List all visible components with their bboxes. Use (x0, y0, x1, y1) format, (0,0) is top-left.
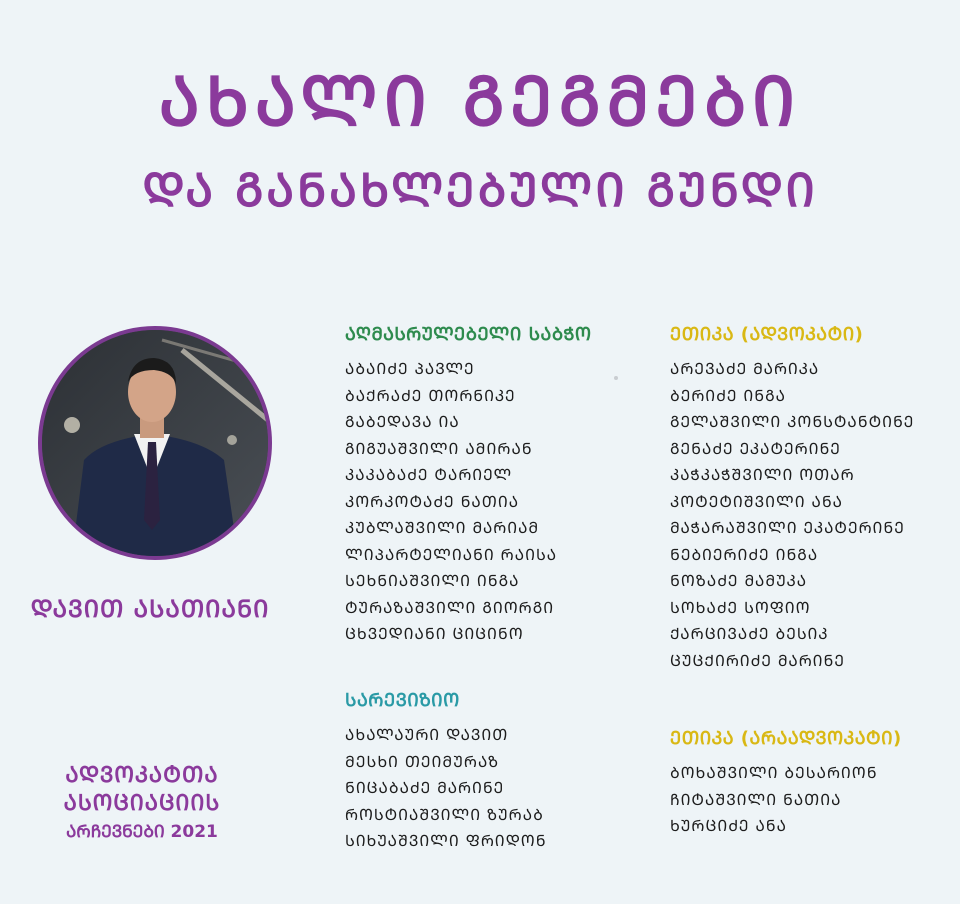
executive-board-list (345, 356, 557, 648)
headline-line-2: ᲓᲐ ᲒᲐᲜᲐᲮᲚᲔᲑᲣᲚᲘ ᲒᲣᲜᲓᲘ (142, 163, 818, 217)
portrait-illustration (42, 330, 268, 556)
list-item: ᲒᲔᲚᲐᲨᲕᲘᲚᲘ ᲙᲝᲜᲡᲢᲐᲜᲢᲘᲜᲔ (670, 413, 915, 431)
list-item: ᲡᲝᲮᲐᲫᲔ ᲡᲝᲤᲘᲝ (670, 598, 811, 617)
election-caption (22, 762, 262, 846)
candidate-photo (38, 326, 272, 560)
ethics-lawyers-list (670, 356, 914, 674)
list-item: ᲚᲘᲞᲐᲠᲢᲔᲚᲘᲐᲜᲘ ᲠᲐᲘᲡᲐ (345, 545, 558, 564)
list-item: ᲙᲝᲠᲙᲝᲢᲐᲫᲔ ᲜᲐᲗᲘᲐ (345, 492, 520, 511)
candidate-name: ᲓᲐᲕᲘᲗ ᲐᲡᲐᲗᲘᲐᲜᲘ (30, 595, 270, 623)
list-item: ᲩᲘᲢᲐᲨᲕᲘᲚᲘ ᲜᲐᲗᲘᲐ (670, 790, 842, 809)
list-item: ᲙᲝᲢᲔᲢᲘᲨᲕᲘᲚᲘ ᲐᲜᲐ (670, 492, 843, 511)
list-item: ᲥᲐᲠᲪᲘᲕᲐᲫᲔ ᲑᲔᲡᲘᲙ (670, 625, 829, 643)
list-item: ᲑᲔᲠᲘᲫᲔ ᲘᲜᲒᲐ (670, 386, 786, 405)
election-caption-line-3: ᲐᲠᲩᲔᲕᲜᲔᲑᲘ 2021 (66, 822, 218, 842)
list-item: ᲐᲠᲔᲕᲐᲫᲔ ᲛᲐᲠᲘᲙᲐ (670, 360, 820, 378)
ethics-lawyers-title: ᲔᲗᲘᲙᲐ (ᲐᲓᲕᲝᲙᲐᲢᲘ) (670, 324, 864, 345)
executive-board-title: ᲐᲦᲛᲐᲡᲠᲣᲚᲔᲑᲔᲚᲘ ᲡᲐᲑᲭᲝ (345, 324, 592, 345)
list-item: ᲢᲣᲠᲐᲖᲐᲨᲕᲘᲚᲘ ᲒᲘᲝᲠᲒᲘ (345, 598, 555, 617)
list-item: ᲜᲔᲑᲘᲔᲠᲘᲫᲔ ᲘᲜᲒᲐ (670, 545, 819, 564)
list-item: ᲜᲘᲪᲐᲑᲐᲫᲔ ᲛᲐᲠᲘᲜᲔ (345, 779, 505, 797)
list-item: ᲛᲔᲡᲮᲘ ᲗᲔᲘᲛᲣᲠᲐᲖ (345, 752, 500, 771)
election-caption-line-2: ᲐᲡᲝᲪᲘᲐᲪᲘᲘᲡ (63, 791, 221, 816)
list-item: ᲑᲝᲮᲐᲨᲕᲘᲚᲘ ᲑᲔᲡᲐᲠᲘᲝᲜ (670, 764, 878, 782)
list-item: ᲡᲔᲮᲜᲘᲐᲨᲕᲘᲚᲘ ᲘᲜᲒᲐ (345, 572, 520, 590)
list-item: ᲛᲐᲭᲐᲠᲐᲨᲕᲘᲚᲘ ᲔᲙᲐᲢᲔᲠᲘᲜᲔ (670, 519, 905, 537)
list-item: ᲪᲮᲕᲔᲓᲘᲐᲜᲘ ᲪᲘᲪᲘᲜᲝ (345, 625, 524, 643)
audit-commission-list (345, 722, 547, 855)
list-item: ᲜᲝᲖᲐᲫᲔ ᲛᲐᲛᲣᲙᲐ (670, 572, 808, 590)
list-item: ᲡᲘᲮᲣᲐᲨᲕᲘᲚᲘ ᲤᲠᲘᲓᲝᲜ (345, 832, 547, 850)
list-item: ᲪᲣᲪᲥᲘᲠᲘᲫᲔ ᲛᲐᲠᲘᲜᲔ (670, 651, 846, 670)
ethics-nonlawyers-list (670, 760, 878, 840)
ethics-nonlawyers-title: ᲔᲗᲘᲙᲐ (ᲐᲠᲐᲐᲓᲕᲝᲙᲐᲢᲘ) (670, 728, 902, 749)
list-item: ᲒᲐᲑᲔᲓᲐᲕᲐ ᲘᲐ (345, 413, 460, 431)
list-item: ᲐᲮᲐᲚᲐᲣᲠᲘ ᲓᲐᲕᲘᲗ (345, 726, 509, 744)
list-item: ᲒᲘᲒᲣᲐᲨᲕᲘᲚᲘ ᲐᲛᲘᲠᲐᲜ (345, 439, 533, 458)
list-item: ᲙᲐᲭᲙᲐᲭᲨᲕᲘᲚᲘ ᲝᲗᲐᲠ (670, 466, 855, 484)
list-item: ᲠᲝᲡᲢᲘᲐᲨᲕᲘᲚᲘ ᲖᲣᲠᲐᲑ (345, 805, 544, 824)
election-caption-line-1: ᲐᲓᲕᲝᲙᲐᲢᲗᲐ (65, 763, 219, 788)
list-item: ᲮᲣᲠᲪᲘᲫᲔ ᲐᲜᲐ (670, 817, 787, 835)
list-item: ᲙᲣᲑᲚᲐᲨᲕᲘᲚᲘ ᲛᲐᲠᲘᲐᲛ (345, 519, 540, 537)
list-item: ᲑᲐᲥᲠᲐᲫᲔ ᲗᲝᲠᲜᲘᲙᲔ (345, 386, 516, 405)
audit-commission-title: ᲡᲐᲠᲔᲕᲘᲖᲘᲝ (345, 690, 460, 711)
list-item: ᲙᲐᲙᲐᲑᲐᲫᲔ ᲢᲐᲠᲘᲔᲚ (345, 466, 513, 484)
list-item: ᲐᲑᲐᲘᲫᲔ ᲞᲐᲕᲚᲔ (345, 360, 475, 378)
decorative-dot (614, 376, 618, 380)
headline-line-1: ᲐᲮᲐᲚᲘ ᲒᲔᲒᲛᲔᲑᲘ (158, 63, 802, 142)
list-item: ᲒᲔᲜᲐᲫᲔ ᲔᲙᲐᲢᲔᲠᲘᲜᲔ (670, 439, 841, 458)
